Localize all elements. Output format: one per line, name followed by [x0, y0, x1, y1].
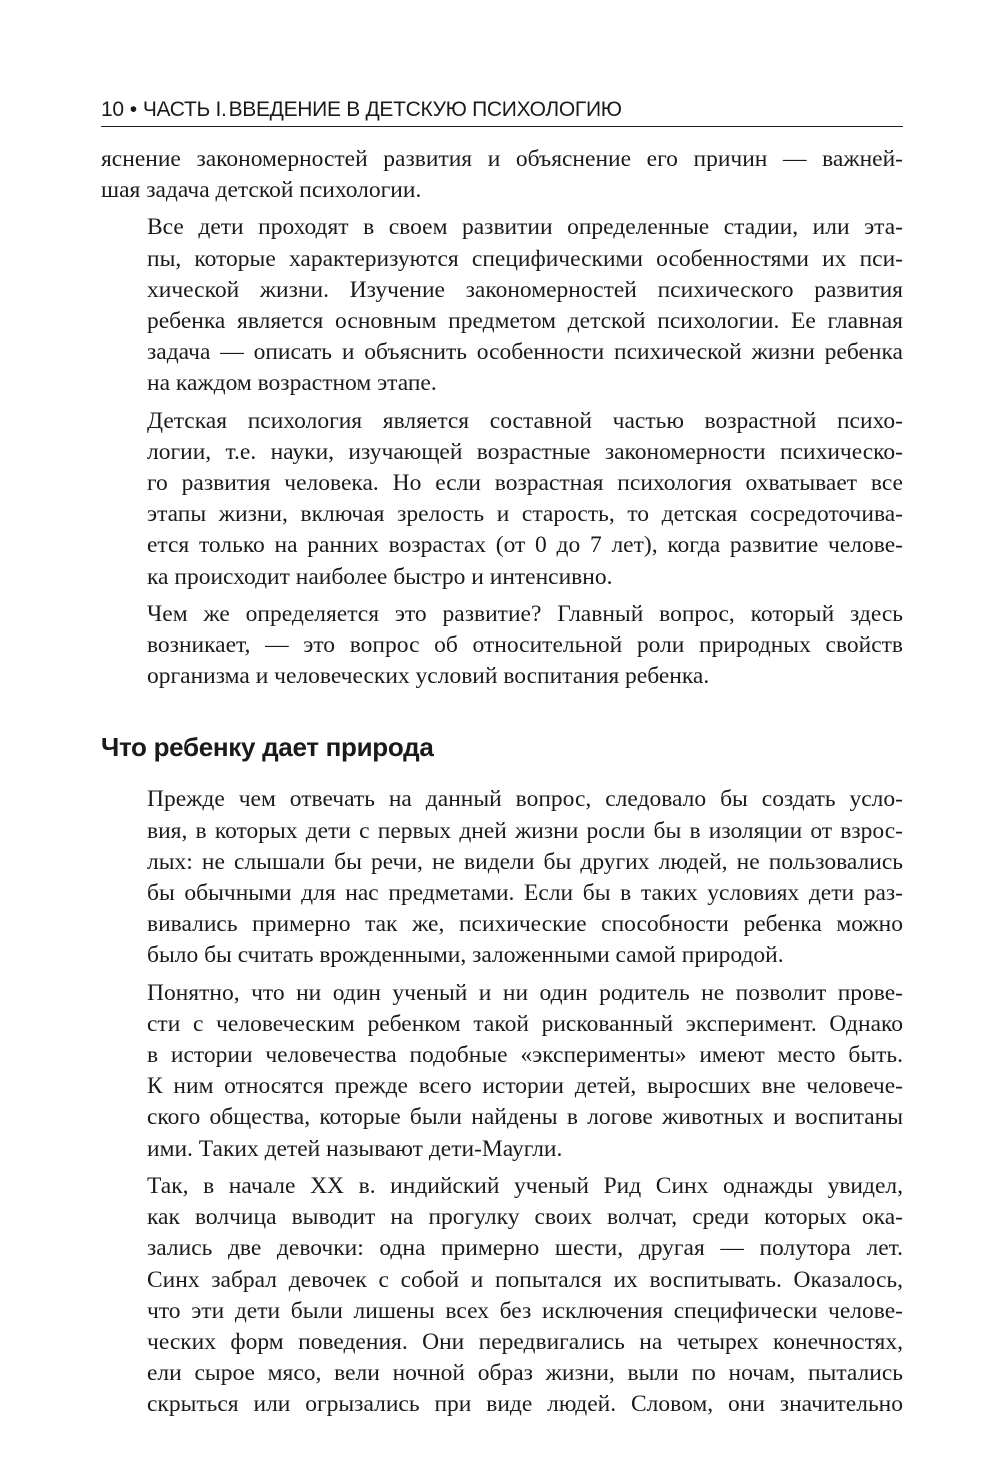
text-line: организма и человеческих условий воспитания ребенка.	[147, 663, 710, 690]
text-line: К ним относятся прежде всего истории детей, выросших вне человече-	[147, 1073, 903, 1100]
text-line: что эти дети были лишены всех без исключения специфически челове-	[147, 1297, 903, 1324]
text-line: Детская психология является составной частью возрастной психо-	[147, 407, 903, 434]
paragraph	[101, 978, 903, 1165]
text-line: было бы считать врожденными, заложенными самой природой.	[147, 942, 784, 969]
text-line: шая задача детской психологии.	[101, 177, 422, 204]
text-line: логии, т.е. науки, изучающей возрастные закономерности психическо-	[147, 438, 903, 465]
bullet-separator: •	[129, 98, 137, 121]
text-line: бы обычными для нас предметами. Если бы в таких условиях дети раз-	[147, 880, 903, 907]
text-line: в истории человечества подобные «эксперименты» имеют место быть.	[147, 1042, 903, 1069]
text-line: ребенка является основным предметом детской психологии. Ее главная	[147, 308, 903, 335]
section-heading: Что ребенку дает природа	[101, 732, 434, 763]
part-label: ЧАСТЬ I.	[142, 98, 227, 121]
text-line: ческих форм поведения. Они передвигались на четырех конечностях,	[147, 1328, 903, 1355]
text-line: как волчица выводит на прогулку своих волчат, среди которых ока-	[147, 1204, 903, 1231]
text-line: лых: не слышали бы речи, не видели бы других людей, не пользовались	[147, 848, 903, 875]
running-head	[101, 96, 903, 127]
text-line: Понятно, что ни один ученый и ни один родитель не позволит прове-	[147, 979, 903, 1006]
text-line: на каждом возрастном этапе.	[147, 370, 437, 397]
paragraph	[101, 1171, 903, 1421]
text-line: возникает, — это вопрос об относительной роли природных свойств	[147, 632, 903, 659]
text-line: ется только на ранних возрастах (от 0 до 7 лет), когда развитие челове-	[147, 532, 903, 559]
text-line: Прежде чем отвечать на данный вопрос, следовало бы создать усло-	[147, 786, 903, 813]
page-number: 10	[101, 98, 124, 121]
text-line: зались две девочки: одна примерно шести, другая — полутора лет.	[147, 1235, 903, 1262]
text-line: задача — описать и объяснить особенности психической жизни ребенка	[147, 339, 903, 366]
text-line: пы, которые характеризуются специфическими особенностями их пси-	[147, 245, 903, 272]
text-line: вивались примерно так же, психические способности ребенка можно	[147, 911, 903, 938]
text-line: го развития человека. Но если возрастная психология охватывает все	[147, 470, 903, 497]
paragraph	[101, 784, 903, 971]
text-line: Так, в начале XX в. индийский ученый Рид Синх однажды увидел,	[147, 1172, 903, 1199]
paragraph	[101, 212, 903, 399]
text-line: хической жизни. Изучение закономерностей психического развития	[147, 276, 903, 303]
paragraph	[101, 144, 903, 206]
text-line: Синх забрал девочек с собой и попытался их воспитывать. Оказалось,	[147, 1266, 903, 1293]
text-line: ели сырое мясо, вели ночной образ жизни, выли по ночам, пытались	[147, 1360, 903, 1387]
text-line: ка происходит наиболее быстро и интенсивно.	[147, 563, 613, 590]
text-line: ими. Таких детей называют дети-Маугли.	[147, 1135, 563, 1162]
text-line: этапы жизни, включая зрелость и старость, то детская сосредоточива-	[147, 501, 903, 528]
paragraph	[101, 406, 903, 593]
text-line: скрыться или огрызались при виде людей. Словом, они значительно	[147, 1391, 903, 1418]
text-line: Чем же определяется это развитие? Главный вопрос, который здесь	[147, 600, 903, 627]
text-line: сти с человеческим ребенком такой рискованный эксперимент. Однако	[147, 1010, 903, 1037]
text-line: Все дети проходят в своем развитии определенные стадии, или эта-	[147, 214, 903, 241]
text-line: яснение закономерностей развития и объяснение его причин — важней-	[101, 146, 903, 172]
chapter-title: ВВЕДЕНИЕ В ДЕТСКУЮ ПСИХОЛОГИЮ	[228, 98, 622, 121]
paragraph	[101, 599, 903, 693]
text-line: вия, в которых дети с первых дней жизни росли бы в изоляции от взрос-	[147, 817, 903, 844]
body-text	[101, 144, 903, 1421]
text-line: ского общества, которые были найдены в логове животных и воспитаны	[147, 1104, 903, 1131]
